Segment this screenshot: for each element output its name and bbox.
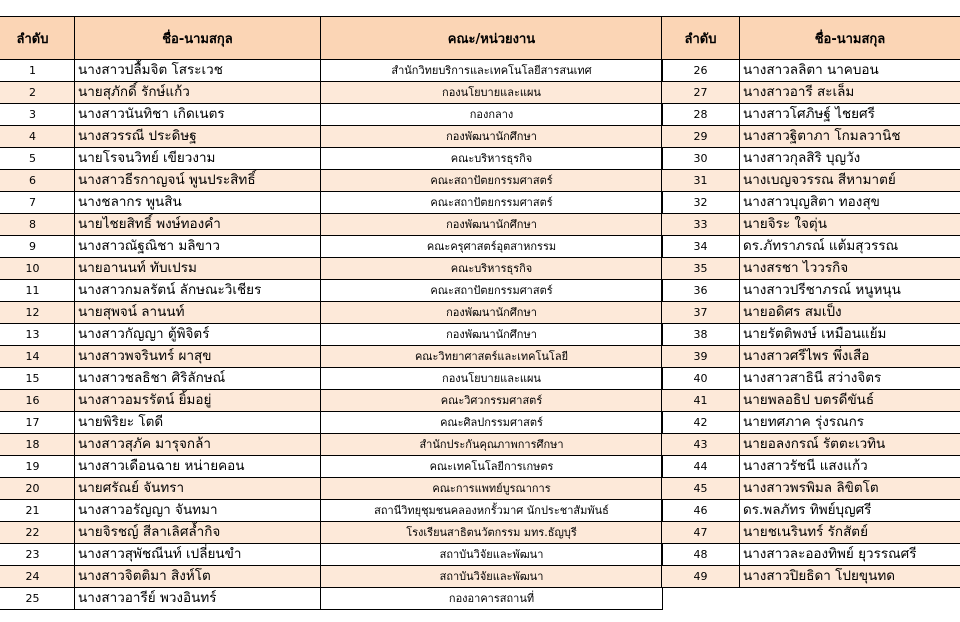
table-row [0, 456, 663, 478]
name-cell: นายอดิศร สมเป็ง [740, 302, 960, 324]
table-row [0, 60, 663, 82]
dept-cell: สถานีวิทยุชุมชนคลองหกรั้วมาศ นักประชาสัมพันธ์ [321, 500, 663, 522]
order-cell: 18 [0, 434, 75, 456]
table-row [662, 346, 960, 368]
name-cell: นางสาวโศภิษฐ์ ไชยศรี [740, 104, 960, 126]
table-row [0, 214, 663, 236]
dept-cell: คณะวิศวกรรมศาสตร์ [321, 390, 663, 412]
dept-cell: กองพัฒนานักศึกษา [321, 214, 663, 236]
table-row [0, 544, 663, 566]
table-row [662, 280, 960, 302]
order-cell: 32 [662, 192, 740, 214]
order-cell: 9 [0, 236, 75, 258]
name-cell: นางสาวปลื้มจิต โสระเวช [75, 60, 321, 82]
dept-cell: คณะบริหารธุรกิจ [321, 258, 663, 280]
table-row [662, 104, 960, 126]
name-cell: นายอลงกรณ์ รัตตะเวทิน [740, 434, 960, 456]
dept-cell: คณะวิทยาศาสตร์และเทคโนโลยี [321, 346, 663, 368]
order-cell: 38 [662, 324, 740, 346]
name-cell: นางสาวปรีชาภรณ์ หนูหนุน [740, 280, 960, 302]
table-row [0, 434, 663, 456]
name-cell: นางสาวอารี สะเล็ม [740, 82, 960, 104]
dept-cell: กองพัฒนานักศึกษา [321, 324, 663, 346]
order-cell: 39 [662, 346, 740, 368]
header-order: ลำดับ [0, 17, 75, 60]
table-row [662, 566, 960, 588]
table-row [0, 280, 663, 302]
name-cell: นายศรัณย์ จันทรา [75, 478, 321, 500]
order-cell: 48 [662, 544, 740, 566]
name-cell: นางสาวฐิตาภา โกมลวานิช [740, 126, 960, 148]
table-row [662, 390, 960, 412]
table-row [662, 368, 960, 390]
order-cell: 26 [662, 60, 740, 82]
name-cell: นางสาวปิยธิดา โปยขุนทด [740, 566, 960, 588]
dept-cell: คณะศิลปกรรมศาสตร์ [321, 412, 663, 434]
name-cell: นางสาวธีรกาญจน์ พูนประสิทธิ์ [75, 170, 321, 192]
order-cell: 8 [0, 214, 75, 236]
order-cell: 13 [0, 324, 75, 346]
order-cell: 34 [662, 236, 740, 258]
dept-cell: โรงเรียนสาธิตนวัตกรรม มทร.ธัญบุรี [321, 522, 663, 544]
name-cell: นางสาวจิตติมา สิงห์โต [75, 566, 321, 588]
table-row [0, 390, 663, 412]
order-cell: 36 [662, 280, 740, 302]
name-cell: นางสาวณัฐณิชา มลิขาว [75, 236, 321, 258]
header-name: ชื่อ-นามสกุล [75, 17, 321, 60]
name-cell: นายจิระ ใจตุ่น [740, 214, 960, 236]
table-row [662, 214, 960, 236]
order-cell: 24 [0, 566, 75, 588]
table-row [662, 170, 960, 192]
dept-cell: คณะบริหารธุรกิจ [321, 148, 663, 170]
name-cell: นางสาวกัญญา ตู้พิจิตร์ [75, 324, 321, 346]
name-cell: นางสาวพจรินทร์ ผาสุข [75, 346, 321, 368]
dept-cell: กองนโยบายและแผน [321, 82, 663, 104]
header-name: ชื่อ-นามสกุล [740, 17, 960, 60]
order-cell: 16 [0, 390, 75, 412]
name-cell: นายทศภาค รุ่งรณกร [740, 412, 960, 434]
order-cell: 11 [0, 280, 75, 302]
table-row [0, 258, 663, 280]
dept-cell: สำนักวิทยบริการและเทคโนโลยีสารสนเทศ [321, 60, 663, 82]
header-dept: คณะ/หน่วยงาน [321, 17, 663, 60]
table-row [0, 170, 663, 192]
table-row [0, 500, 663, 522]
name-cell: นางสาวอมรรัตน์ ยิ้มอยู่ [75, 390, 321, 412]
name-cell: นางสาวรัชนี แสงแก้ว [740, 456, 960, 478]
order-cell: 29 [662, 126, 740, 148]
header-row [662, 17, 960, 60]
order-cell: 20 [0, 478, 75, 500]
order-cell: 28 [662, 104, 740, 126]
name-cell: นางสาวนันทิชา เกิดเนตร [75, 104, 321, 126]
dept-cell: สถาบันวิจัยและพัฒนา [321, 566, 663, 588]
header-order: ลำดับ [662, 17, 740, 60]
table-row [662, 434, 960, 456]
dept-cell: กองอาคารสถานที่ [321, 588, 663, 610]
name-cell: นางสาวลลิตา นาคบอน [740, 60, 960, 82]
order-cell: 14 [0, 346, 75, 368]
table-row [0, 302, 663, 324]
table-row [662, 82, 960, 104]
dept-cell: คณะสถาปัตยกรรมศาสตร์ [321, 192, 663, 214]
name-cell: นางสาวชลธิชา ศิริลักษณ์ [75, 368, 321, 390]
name-cell: นางชลากร พูนสิน [75, 192, 321, 214]
name-cell: ดร.พลภัทร ทิพย์บุญศรี [740, 500, 960, 522]
name-cell: นายรัตติพงษ์ เหมือนแย้ม [740, 324, 960, 346]
name-cell: นายไชยสิทธิ์ พงษ์ทองคำ [75, 214, 321, 236]
table-row [662, 544, 960, 566]
order-cell: 19 [0, 456, 75, 478]
name-cell: นางสาวละอองทิพย์ ยุวรรณศรี [740, 544, 960, 566]
order-cell: 3 [0, 104, 75, 126]
order-cell: 45 [662, 478, 740, 500]
name-cell: นางสรชา ไววรกิจ [740, 258, 960, 280]
name-cell: นางสาวกมลรัตน์ ลักษณะวิเชียร [75, 280, 321, 302]
dept-cell: กองพัฒนานักศึกษา [321, 302, 663, 324]
dept-cell: กองกลาง [321, 104, 663, 126]
name-cell: ดร.ภัทราภรณ์ แต้มสุวรรณ [740, 236, 960, 258]
name-cell: นางสาวบุญสิตา ทองสุข [740, 192, 960, 214]
table-row [662, 456, 960, 478]
table-row [662, 500, 960, 522]
name-cell: นางสาวสาธินี สว่างจิตร [740, 368, 960, 390]
order-cell: 15 [0, 368, 75, 390]
order-cell: 30 [662, 148, 740, 170]
order-cell: 22 [0, 522, 75, 544]
dept-cell: กองพัฒนานักศึกษา [321, 126, 663, 148]
name-cell: นางสาวพรพิมล ลิขิตโต [740, 478, 960, 500]
table-row [662, 324, 960, 346]
table-row [0, 412, 663, 434]
dept-cell: คณะสถาปัตยกรรมศาสตร์ [321, 280, 663, 302]
dept-cell: คณะสถาปัตยกรรมศาสตร์ [321, 170, 663, 192]
order-cell: 49 [662, 566, 740, 588]
order-cell: 25 [0, 588, 75, 610]
table-row [662, 60, 960, 82]
table-row [662, 522, 960, 544]
name-cell: นางสาวสุภัค มารุจกล้า [75, 434, 321, 456]
table-row [662, 236, 960, 258]
order-cell: 21 [0, 500, 75, 522]
order-cell: 47 [662, 522, 740, 544]
table-row [662, 258, 960, 280]
name-cell: นายโรจนวิทย์ เขียวงาม [75, 148, 321, 170]
participants-table-right [661, 16, 960, 588]
order-cell: 5 [0, 148, 75, 170]
table-row [662, 478, 960, 500]
order-cell: 46 [662, 500, 740, 522]
name-cell: นายชเนรินทร์ รักสัตย์ [740, 522, 960, 544]
order-cell: 12 [0, 302, 75, 324]
order-cell: 43 [662, 434, 740, 456]
table-row [0, 566, 663, 588]
order-cell: 17 [0, 412, 75, 434]
order-cell: 4 [0, 126, 75, 148]
table-row [0, 588, 663, 610]
dept-cell: สถาบันวิจัยและพัฒนา [321, 544, 663, 566]
name-cell: นางสาวอรัญญา จันทมา [75, 500, 321, 522]
order-cell: 2 [0, 82, 75, 104]
table-row [662, 302, 960, 324]
table-row [0, 368, 663, 390]
dept-cell: คณะการแพทย์บูรณาการ [321, 478, 663, 500]
dept-cell: คณะครุศาสตร์อุตสาหกรรม [321, 236, 663, 258]
table-row [0, 346, 663, 368]
name-cell: นายจิรชญ์ สีลาเลิศล้ำกิจ [75, 522, 321, 544]
name-cell: นายพิริยะ โตดี [75, 412, 321, 434]
table-row [662, 148, 960, 170]
order-cell: 42 [662, 412, 740, 434]
name-cell: นางสาวอารีย์ พวงอินทร์ [75, 588, 321, 610]
order-cell: 10 [0, 258, 75, 280]
order-cell: 31 [662, 170, 740, 192]
table-row [0, 478, 663, 500]
order-cell: 35 [662, 258, 740, 280]
table-row [0, 126, 663, 148]
order-cell: 1 [0, 60, 75, 82]
table-row [0, 236, 663, 258]
name-cell: นางสาวกุลสิริ บุญวัง [740, 148, 960, 170]
name-cell: นางเบญจวรรณ สีหามาตย์ [740, 170, 960, 192]
name-cell: นายพลอธิป บตรดีขันธ์ [740, 390, 960, 412]
order-cell: 27 [662, 82, 740, 104]
dept-cell: คณะเทคโนโลยีการเกษตร [321, 456, 663, 478]
name-cell: นางสาวเดือนฉาย หน่ายคอน [75, 456, 321, 478]
name-cell: นางสาวสุพัชณีนท์ เปลี่ยนขำ [75, 544, 321, 566]
table-row [0, 324, 663, 346]
name-cell: นายอานนท์ ทับเปรม [75, 258, 321, 280]
table-row [0, 522, 663, 544]
order-cell: 33 [662, 214, 740, 236]
table-row [662, 412, 960, 434]
name-cell: นางสวรรณี ประดิษฐ [75, 126, 321, 148]
name-cell: นางสาวศรีไพร พึ่งเสือ [740, 346, 960, 368]
order-cell: 40 [662, 368, 740, 390]
table-row [0, 192, 663, 214]
order-cell: 44 [662, 456, 740, 478]
order-cell: 6 [0, 170, 75, 192]
order-cell: 41 [662, 390, 740, 412]
table-row [0, 104, 663, 126]
name-cell: นายสุพจน์ ลานนท์ [75, 302, 321, 324]
dept-cell: สำนักประกันคุณภาพการศึกษา [321, 434, 663, 456]
order-cell: 7 [0, 192, 75, 214]
table-row [662, 126, 960, 148]
table-row [662, 192, 960, 214]
name-cell: นายสุภักดิ์ รักษ์แก้ว [75, 82, 321, 104]
header-row [0, 17, 663, 60]
table-row [0, 148, 663, 170]
participants-table-left [0, 16, 663, 610]
order-cell: 23 [0, 544, 75, 566]
dept-cell: กองนโยบายและแผน [321, 368, 663, 390]
table-row [0, 82, 663, 104]
order-cell: 37 [662, 302, 740, 324]
